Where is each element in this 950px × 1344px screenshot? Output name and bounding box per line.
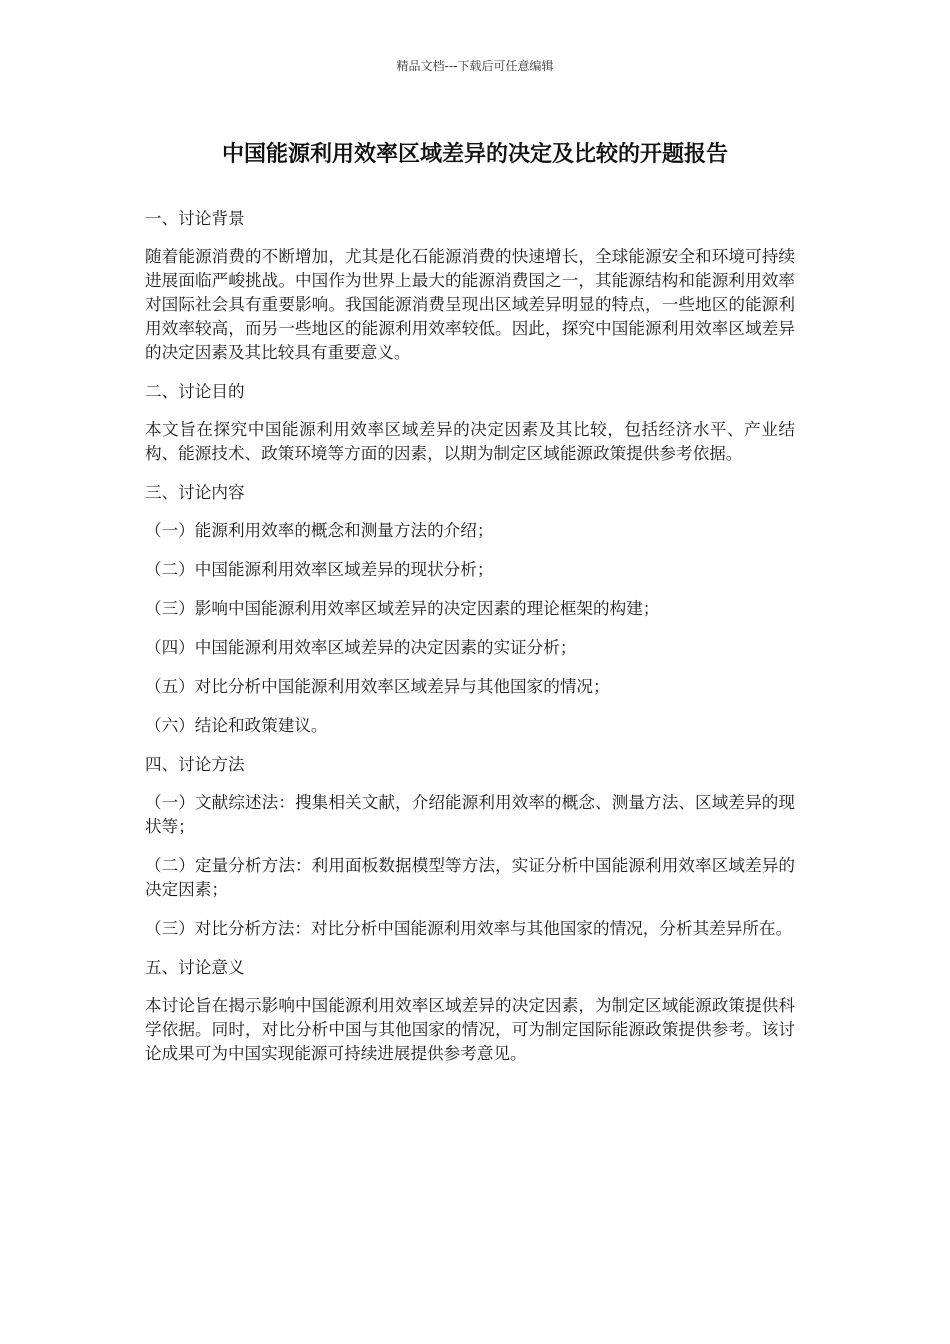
section-heading-methods: 四、讨论方法 bbox=[145, 755, 245, 774]
content-item-4: （四）中国能源利用效率区域差异的决定因素的实证分析； bbox=[145, 638, 577, 657]
significance-paragraph: 本讨论旨在揭示影响中国能源利用效率区域差异的决定因素，为制定区域能源政策提供科学依据。同时，对比分析中国与其他国家的情况，可为制定国际能源政策提供参考。该讨论成果可为中国实现能源可持续进展提供参考意见。 bbox=[145, 996, 795, 1063]
page-header-note: 精品文档---下载后可任意编辑 bbox=[396, 59, 554, 73]
background-paragraph: 随着能源消费的不断增加，尤其是化石能源消费的快速增长，全球能源安全和环境可持续进展面临严峻挑战。中国作为世界上最大的能源消费国之一，其能源结构和能源利用效率对国际社会具有重要影响。我国能源消费呈现出区域差异明显的特点，一些地区的能源利用效率较高，而另一些地区的能源利用效率较低。因此，探究中国能源利用效率区域差异的决定因素及其比较具有重要意义。 bbox=[145, 247, 795, 362]
method-item-1: （一）文献综述法：搜集相关文献，介绍能源利用效率的概念、测量方法、区域差异的现状等； bbox=[145, 793, 795, 836]
content-item-1: （一）能源利用效率的概念和测量方法的介绍； bbox=[145, 521, 494, 540]
section-heading-content: 三、讨论内容 bbox=[145, 483, 245, 502]
section-heading-significance: 五、讨论意义 bbox=[145, 958, 245, 977]
section-heading-purpose: 二、讨论目的 bbox=[145, 382, 245, 401]
method-item-3: （三）对比分析方法：对比分析中国能源利用效率与其他国家的情况，分析其差异所在。 bbox=[145, 919, 793, 938]
purpose-paragraph: 本文旨在探究中国能源利用效率区域差异的决定因素及其比较，包括经济水平、产业结构、能源技术、政策环境等方面的因素，以期为制定区域能源政策提供参考依据。 bbox=[145, 420, 795, 463]
content-item-2: （二）中国能源利用效率区域差异的现状分析； bbox=[145, 560, 494, 579]
document-body bbox=[145, 207, 795, 1081]
section-heading-background: 一、讨论背景 bbox=[145, 209, 245, 228]
content-item-5: （五）对比分析中国能源利用效率区域差异与其他国家的情况； bbox=[145, 677, 610, 696]
document-title: 中国能源利用效率区域差异的决定及比较的开题报告 bbox=[221, 142, 728, 167]
method-item-2: （二）定量分析方法：利用面板数据模型等方法，实证分析中国能源利用效率区域差异的决定因素； bbox=[145, 856, 795, 899]
content-item-3: （三）影响中国能源利用效率区域差异的决定因素的理论框架的构建； bbox=[145, 599, 660, 618]
content-item-6: （六）结论和政策建议。 bbox=[145, 716, 328, 735]
